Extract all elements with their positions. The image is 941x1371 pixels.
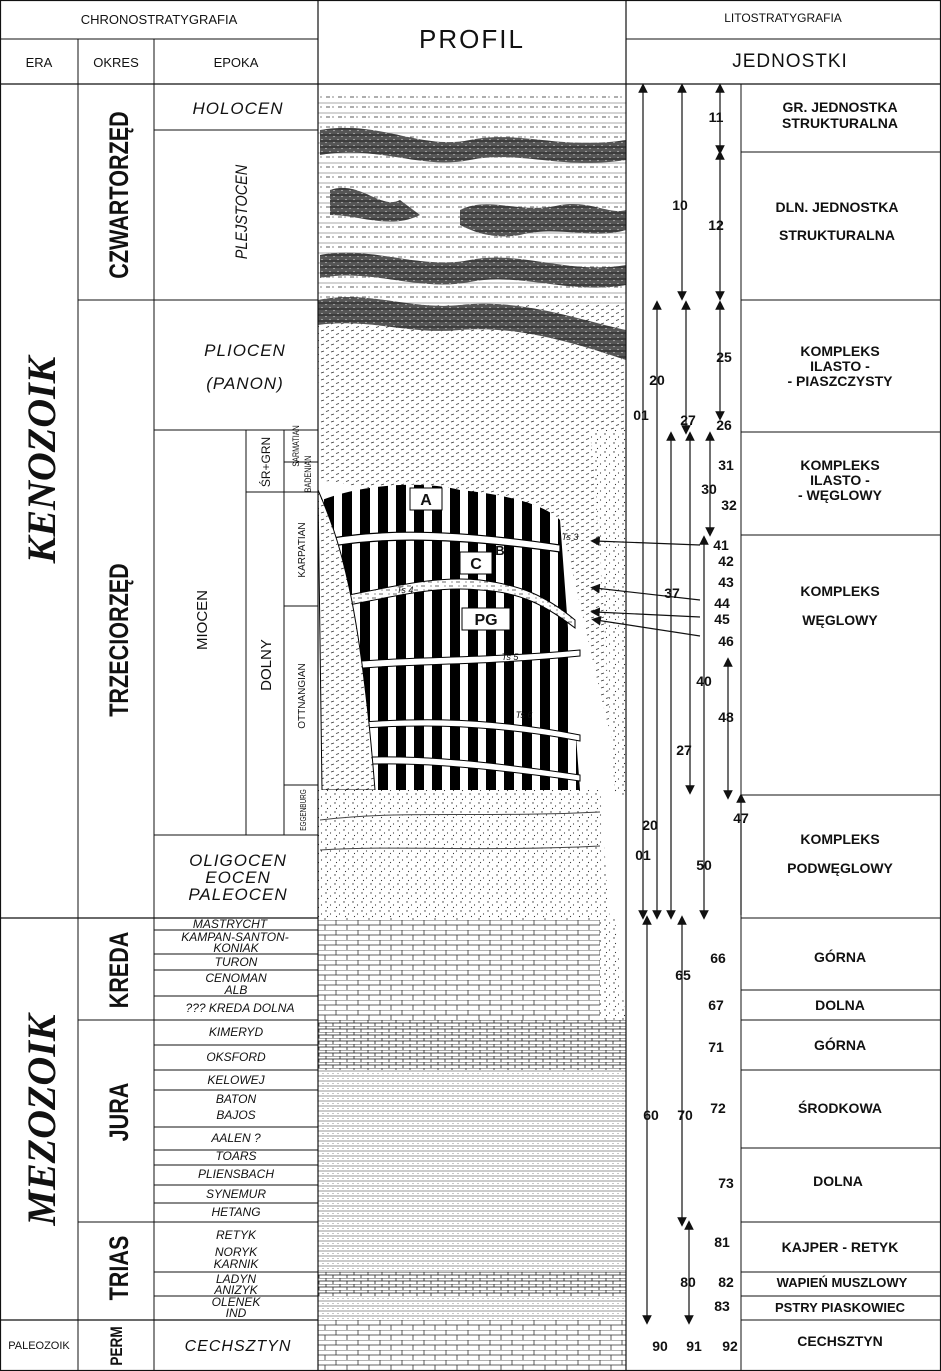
epoch-eocen: EOCEN [205,868,271,887]
code-26: 26 [716,417,732,433]
code-73: 73 [718,1175,734,1191]
unit-kp-line2: PODWĘGLOWY [787,860,893,876]
stage-kreda-dolna: ??? KREDA DOLNA [185,1001,295,1015]
code-80: 80 [680,1274,696,1290]
stage-oksford: OKSFORD [206,1050,266,1064]
code-48: 48 [718,709,734,725]
unit-gorna-k: GÓRNA [813,949,867,965]
profile-label-ts6: Ts 6 [515,710,533,720]
profile-label-ts5: Ts 5 [501,652,519,662]
code-44: 44 [714,595,730,611]
header-chronostratigraphy: CHRONOSTRATYGRAFIA [80,12,238,27]
unit-dln-line2: STRUKTURALNA [779,227,895,243]
code-11: 11 [708,109,724,125]
code-65: 65 [675,967,691,983]
epoch-miocen: MIOCEN [194,590,211,650]
unit-kip-line2: ILASTO - [810,358,870,374]
epoch-pliocen: PLIOCEN [204,341,286,360]
era-kenozoik: KENOZOIK [19,356,64,564]
period-jura: JURA [104,1082,135,1142]
profile-label-c: C [470,556,482,573]
code-43: 43 [718,574,734,590]
unit-gr-line1: GR. JEDNOSTKA [782,99,898,115]
stage-karnik: KARNIK [213,1257,259,1271]
stage-sarmatian: SARMATIAN [291,425,302,467]
code-71: 71 [708,1039,724,1055]
stage-anizyk: ANIZYK [214,1283,258,1297]
code-90: 90 [652,1338,668,1354]
profile-label-pg: PG [474,612,498,629]
profile-dark-lens-3 [460,204,626,236]
profile-label-ts4: Ts 4 [396,585,414,595]
stage-olenek: OLENEK [211,1295,261,1309]
stage-baton: BATON [215,1092,257,1106]
code-20b: 20 [642,817,658,833]
code-01b: 01 [635,847,651,863]
unit-dolna-j: DOLNA [813,1173,863,1189]
stage-hetang: HETANG [211,1205,261,1219]
stage-kelowej: KELOWEJ [207,1073,265,1087]
stage-noryk: NORYK [214,1245,258,1259]
unit-kw-line2: WĘGLOWY [802,612,878,628]
stage-bajos: BAJOS [216,1108,256,1122]
profile-subcoal [318,790,610,918]
code-41: 41 [713,537,729,553]
code-30: 30 [701,481,717,497]
code-12: 12 [708,217,724,233]
unit-kip-line3: - PIASZCZYSTY [787,373,893,389]
profile-label-b: B [495,543,505,558]
stage-eggenburg: EGGENBURG [298,789,309,831]
profile-triassic-upper [318,1222,626,1272]
stage-ottnangian: OTTNANGIAN [297,663,308,729]
code-45: 45 [714,611,730,627]
code-40: 40 [696,673,712,689]
stage-toars: TOARS [215,1149,257,1163]
stage-ind: IND [225,1306,247,1320]
epoch-plejstocen: PLEJSTOCEN [232,164,252,260]
unit-codes [633,109,749,1354]
unit-dln-line1: DLN. JEDNOSTKA [775,199,899,215]
code-83: 83 [714,1298,730,1314]
header-profile: PROFIL [419,24,525,54]
epoch-dolny: DOLNY [258,639,275,691]
stage-pliensbach: PLIENSBACH [197,1167,275,1181]
profile-permian [318,1320,626,1370]
stage-koniak: KONIAK [213,941,259,955]
code-31: 31 [718,457,734,473]
profile-jurassic-upper [318,1020,626,1070]
profile-column [318,95,626,1370]
profile-cret-wedge [600,918,626,1020]
unit-pstry: PSTRY PIASKOWIEC [774,1300,906,1315]
header-period: OKRES [93,55,139,70]
code-25: 25 [716,349,732,365]
code-82: 82 [718,1274,734,1290]
profile-triassic-low [318,1296,626,1320]
code-92: 92 [722,1338,738,1354]
epoch-sr-grn: ŚR+GRN [259,436,273,488]
stage-mastrycht: MASTRYCHT [192,917,268,931]
era-paleozoik: PALEOZOIK [8,1340,70,1352]
code-46: 46 [718,633,734,649]
stage-cenoman: CENOMAN [205,971,267,985]
stage-ladyn: LADYN [215,1272,257,1286]
code-37: 37 [664,585,680,601]
profile-triassic-mid [318,1272,626,1296]
stage-aalen: AALEN ? [211,1131,261,1145]
lithostratigraphic-units [775,99,908,1349]
period-czwartorzed: CZWARTORZĘD [104,111,135,279]
unit-kiw-line2: ILASTO - [810,472,870,488]
stage-turon: TURON [214,955,258,969]
code-42: 42 [718,553,734,569]
code-27b: 27 [676,742,692,758]
unit-kip-line1: KOMPLEKS [800,343,880,359]
profile-jurassic-low [318,1150,626,1222]
stage-kampan: KAMPAN-SANTON- [181,930,289,944]
epoch-paleocen: PALEOCEN [188,885,288,904]
code-50: 50 [696,857,712,873]
header-epoch: EPOKA [213,55,259,70]
code-01a: 01 [633,407,649,423]
unit-gorna-j: GÓRNA [813,1037,867,1053]
era-mezozoik: MEZOZOIK [19,1014,64,1226]
header-units: JEDNOSTKI [732,51,848,72]
period-trias: TRIAS [104,1235,135,1301]
code-27a: 27 [680,412,696,428]
epoch-holocen: HOLOCEN [192,99,284,118]
code-32: 32 [721,497,737,513]
profile-jurassic-mid [318,1070,626,1150]
stage-retyk: RETYK [215,1228,257,1242]
epoch-oligocen: OLIGOCEN [189,851,287,870]
unit-wapien: WAPIEŃ MUSZLOWY [776,1275,908,1290]
code-81: 81 [714,1234,730,1250]
code-66: 66 [710,950,726,966]
code-91: 91 [686,1338,702,1354]
epoch-cechsztyn: CECHSZTYN [184,1338,292,1355]
stage-alb: ALB [224,983,248,997]
code-67: 67 [708,997,724,1013]
profile-label-a: A [420,492,432,509]
epoch-panon: (PANON) [206,374,284,393]
stage-badenian: BADENIAN [303,455,314,493]
stage-synemur: SYNEMUR [205,1187,267,1201]
unit-srodkowa-j: ŚRODKOWA [798,1100,882,1116]
stage-labels [181,917,294,1320]
unit-kp-line1: KOMPLEKS [800,831,880,847]
code-20a: 20 [649,372,665,388]
unit-cechsztyn: CECHSZTYN [797,1333,883,1349]
header-era: ERA [25,55,53,70]
profile-label-ts3: Ts 3 [561,532,579,542]
stage-karpatian: KARPATIAN [297,522,308,578]
period-kreda: KREDA [104,931,135,1009]
unit-kiw-line1: KOMPLEKS [800,457,880,473]
unit-kajper: KAJPER - RETYK [781,1239,899,1255]
code-60: 60 [643,1107,659,1123]
code-47: 47 [733,810,749,826]
code-72: 72 [710,1100,726,1116]
header-lithostratigraphy: LITOSTRATYGRAFIA [724,11,842,25]
stage-kimeryd: KIMERYD [208,1025,264,1039]
profile-cretaceous [318,918,600,1020]
code-70: 70 [677,1107,693,1123]
unit-kw-line1: KOMPLEKS [800,583,880,599]
unit-gr-line2: STRUKTURALNA [782,115,898,131]
unit-dolna-k: DOLNA [815,997,865,1013]
period-perm: PERM [107,1326,127,1366]
unit-kiw-line3: - WĘGLOWY [798,487,882,503]
code-10: 10 [672,197,688,213]
period-trzeciorzed: TRZECIORZĘD [104,563,135,717]
